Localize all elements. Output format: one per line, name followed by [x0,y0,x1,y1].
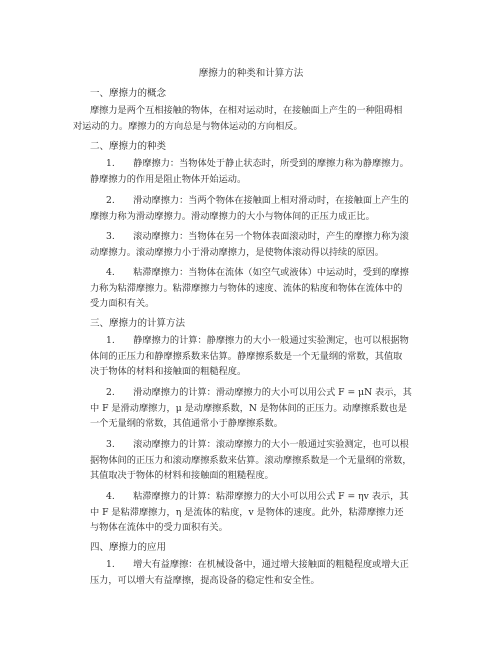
section-heading-applications: 四、摩擦力的应用 [90,542,167,553]
section-heading-calculation: 三、摩擦力的计算方法 [90,318,186,329]
document-title: 摩擦力的种类和计算方法 [198,68,304,79]
section-heading-concept: 一、摩擦力的概念 [90,88,167,99]
paragraph: 1. 静摩擦力：当物体处于静止状态时，所受到的摩擦力称为静摩擦力。 静摩擦力的作用是阻止物体开始运动。 [90,158,409,185]
paragraph: 4. 粘滞摩擦力的计算：粘滞摩擦力的大小可以用公式 F = ηv 表示，其 中 F 是粘滞摩擦力，η 是流体的粘度，v 是物体的速度。此外，粘滞摩擦力还 与物体在流体中的受力面积有关。 [90,491,409,533]
paragraph: 3. 滚动摩擦力：当物体在另一个物体表面滚动时，产生的摩擦力称为滚 动摩擦力。滚动摩擦力小于滑动摩擦力，是使物体滚动得以持续的原因。 [90,231,409,258]
paragraph: 1. 静摩擦力的计算：静摩擦力的大小一般通过实验测定，也可以根据物 体间的正压力和静摩擦系数来估算。静摩擦系数是一个无量纲的常数，其值取 决于物体的材料和接触面的粗糙程度。 [90,335,409,377]
paragraph: 3. 滚动摩擦力的计算：滚动摩擦力的大小一般通过实验测定，也可以根 据物体间的正压力和滚动摩擦系数来估算。滚动摩擦系数是一个无量纲的常数， 其值取决于物体的材料和接触面的粗糙程度。 [90,439,412,481]
paragraph: 2. 滑动摩擦力：当两个物体在接触面上相对滑动时，在接触面上产生的 摩擦力称为滑动摩擦力。滑动摩擦力的大小与物体间的正压力成正比。 [90,195,409,222]
section-heading-types: 二、摩擦力的种类 [90,141,167,152]
paragraph: 摩擦力是两个互相接触的物体，在相对运动时，在接触面上产生的一种阻碍相 对运动的力。摩擦力的方向总是与物体运动的方向相反。 [73,105,403,132]
paragraph: 4. 粘滞摩擦力：当物体在流体（如空气或液体）中运动时，受到的摩擦 力称为粘滞摩擦力。粘滞摩擦力与物体的速度、流体的粘度和物体在流体中的 受力面积有关。 [90,267,409,309]
paragraph: 2. 滑动摩擦力的计算：滑动摩擦力的大小可以用公式 F = μN 表示，其 中 F 是滑动摩擦力，μ 是动摩擦系数，N 是物体间的正压力。动摩擦系数也是 一个无量纲的常数，其值通常小于静摩擦系数。 [90,387,412,429]
paragraph: 1. 增大有益摩擦：在机械设备中，通过增大接触面的粗糙程度或增大正 压力，可以增大有益摩擦，提高设备的稳定性和安全性。 [90,559,409,586]
